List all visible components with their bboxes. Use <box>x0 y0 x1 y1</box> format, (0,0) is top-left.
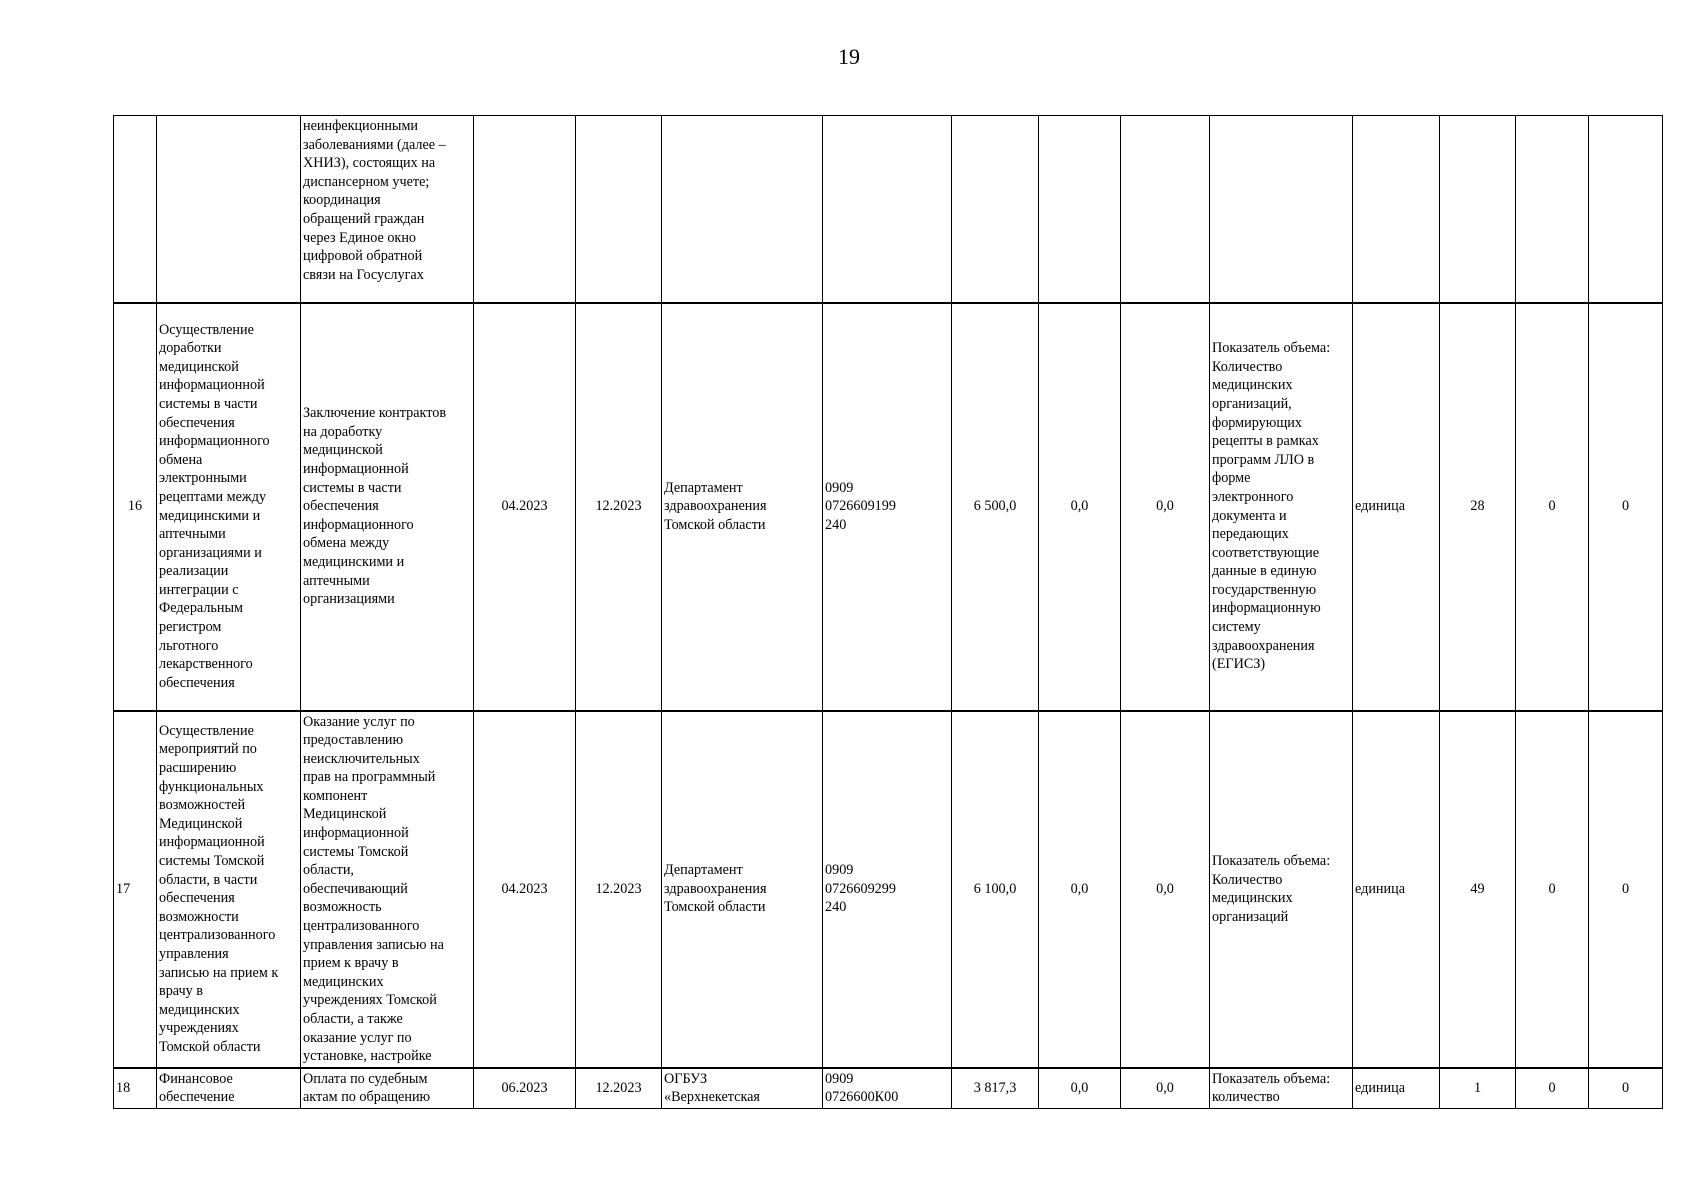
indicator-cell: Показатель объема: Количество медицинских организаций <box>1210 711 1353 1068</box>
amount-cell: 3 817,3 <box>952 1068 1039 1109</box>
quantity-cell-3: 0 <box>1589 1068 1663 1109</box>
row-number-cell <box>114 116 157 303</box>
value-cell-1: 0,0 <box>1039 1068 1121 1109</box>
budget-code-cell: 0909 0726609199 240 <box>823 303 952 711</box>
executor-cell: Департамент здравоохранения Томской области <box>662 711 823 1068</box>
quantity-cell-2: 0 <box>1516 1068 1589 1109</box>
executor-cell <box>662 116 823 303</box>
table-row <box>114 116 1663 303</box>
value-cell-1: 0,0 <box>1039 303 1121 711</box>
start-date-cell: 04.2023 <box>474 303 576 711</box>
quantity-cell-1: 1 <box>1440 1068 1516 1109</box>
description-cell: Оплата по судебным актам по обращению <box>301 1068 474 1109</box>
end-date-cell <box>576 116 662 303</box>
quantity-cell-1 <box>1440 116 1516 303</box>
row-number-cell: 16 <box>114 303 157 711</box>
quantity-cell-2 <box>1516 116 1589 303</box>
event-name-cell: Осуществление мероприятий по расширению функциональных возможностей Медицинской информационной системы Томской области, в части обеспечения возможности централизованного управления записью на прием к врачу в медицинских учреждениях Томской области <box>157 711 301 1068</box>
quantity-cell-1: 49 <box>1440 711 1516 1068</box>
indicator-cell <box>1210 116 1353 303</box>
event-name-cell: Осуществление доработки медицинской информационной системы в части обеспечения информационного обмена электронными рецептами между медицинскими и аптечными организациями и реализации интеграции с Федеральным регистром льготного лекарственного обеспечения <box>157 303 301 711</box>
quantity-cell-2: 0 <box>1516 711 1589 1068</box>
table-row <box>114 303 1663 711</box>
program-activities-table <box>113 115 1663 1109</box>
budget-code-cell <box>823 116 952 303</box>
executor-cell: ОГБУЗ «Верхнекетская <box>662 1068 823 1109</box>
description-cell: неинфекционными заболеваниями (далее – ХНИЗ), состоящих на диспансерном учете; координация обращений граждан через Единое окно цифровой обратной связи на Госуслугах <box>301 116 474 303</box>
indicator-cell: Показатель объема: количество <box>1210 1068 1353 1109</box>
executor-cell: Департамент здравоохранения Томской области <box>662 303 823 711</box>
event-name-cell: Финансовое обеспечение <box>157 1068 301 1109</box>
quantity-cell-2: 0 <box>1516 303 1589 711</box>
unit-cell: единица <box>1353 711 1440 1068</box>
end-date-cell: 12.2023 <box>576 303 662 711</box>
end-date-cell: 12.2023 <box>576 711 662 1068</box>
table-row <box>114 1068 1663 1109</box>
value-cell-2 <box>1121 116 1210 303</box>
amount-cell: 6 500,0 <box>952 303 1039 711</box>
unit-cell: единица <box>1353 1068 1440 1109</box>
start-date-cell: 04.2023 <box>474 711 576 1068</box>
budget-code-cell: 0909 0726600К00 <box>823 1068 952 1109</box>
unit-cell: единица <box>1353 303 1440 711</box>
description-cell: Заключение контрактов на доработку медицинской информационной системы в части обеспечения информационного обмена между медицинскими и аптечными организациями <box>301 303 474 711</box>
value-cell-1 <box>1039 116 1121 303</box>
start-date-cell <box>474 116 576 303</box>
amount-cell <box>952 116 1039 303</box>
value-cell-2: 0,0 <box>1121 303 1210 711</box>
unit-cell <box>1353 116 1440 303</box>
row-number-cell: 17 <box>114 711 157 1068</box>
value-cell-2: 0,0 <box>1121 1068 1210 1109</box>
quantity-cell-1: 28 <box>1440 303 1516 711</box>
row-number-cell: 18 <box>114 1068 157 1109</box>
start-date-cell: 06.2023 <box>474 1068 576 1109</box>
event-name-cell <box>157 116 301 303</box>
quantity-cell-3: 0 <box>1589 711 1663 1068</box>
quantity-cell-3: 0 <box>1589 303 1663 711</box>
indicator-cell: Показатель объема: Количество медицинских организаций, формирующих рецепты в рамках программ ЛЛО в форме электронного документа и передающих соответствующие данные в единую государственную информационную систему здравоохранения (ЕГИСЗ) <box>1210 303 1353 711</box>
amount-cell: 6 100,0 <box>952 711 1039 1068</box>
end-date-cell: 12.2023 <box>576 1068 662 1109</box>
value-cell-2: 0,0 <box>1121 711 1210 1068</box>
budget-code-cell: 0909 0726609299 240 <box>823 711 952 1068</box>
quantity-cell-3 <box>1589 116 1663 303</box>
value-cell-1: 0,0 <box>1039 711 1121 1068</box>
page-number: 19 <box>838 44 860 69</box>
description-cell: Оказание услуг по предоставлению неисключительных прав на программный компонент Медицинской информационной системы Томской области, обеспечивающий возможность централизованного управления записью на прием к врачу в медицинских учреждениях Томской области, а также оказание услуг по установке, настройке <box>301 711 474 1068</box>
table-row <box>114 711 1663 1068</box>
